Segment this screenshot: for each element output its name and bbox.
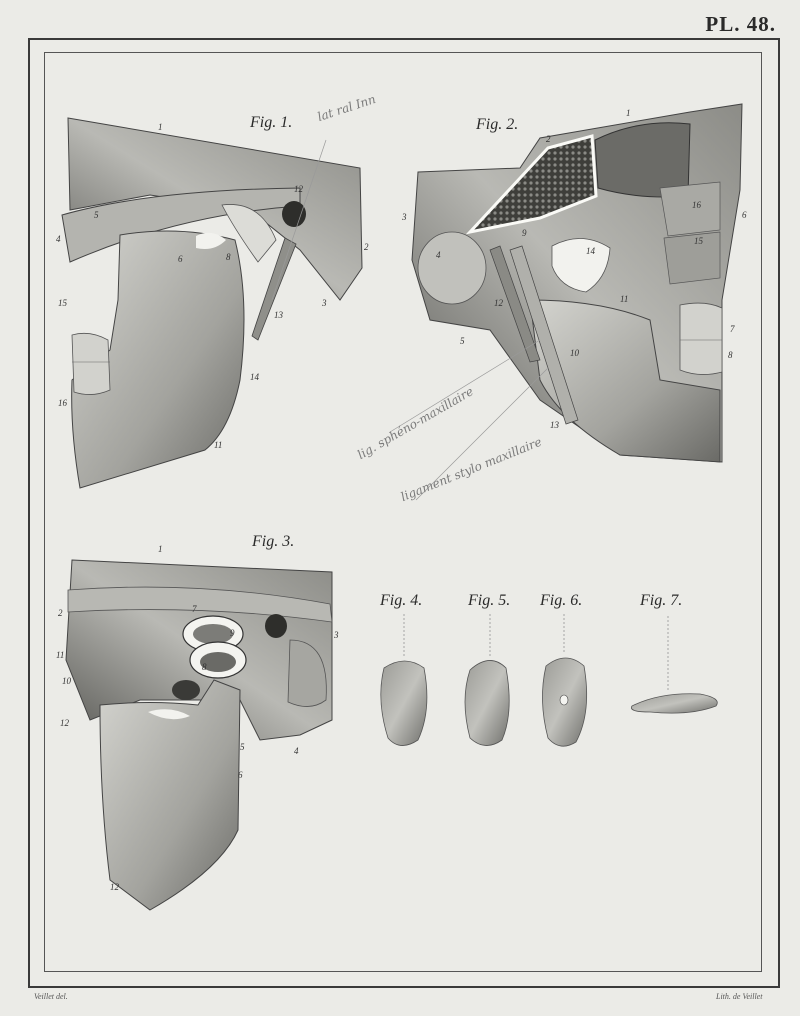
fig3-ref-number: 9 <box>230 628 235 638</box>
fig3-label: Fig. 3. <box>252 533 295 550</box>
fig1-ref-number: 2 <box>364 242 369 252</box>
fig1-ref-number: 12 <box>294 184 303 194</box>
fig5-illustration <box>465 614 509 746</box>
handwritten-note: lig. sphéno-maxillaire <box>355 384 476 462</box>
fig1-ref-number: 1 <box>158 122 163 132</box>
fig6-label: Fig. 6. <box>540 592 583 609</box>
fig5-label: Fig. 5. <box>468 592 511 609</box>
fig3-ref-number: 12 <box>60 718 69 728</box>
fig3-ref-number: 2 <box>58 608 63 618</box>
fig2-ref-number: 10 <box>570 348 579 358</box>
fig2-ref-number: 5 <box>460 336 465 346</box>
fig2-ref-number: 15 <box>694 236 703 246</box>
fig3-ref-number: 7 <box>192 604 197 614</box>
fig2-ref-number: 12 <box>494 298 503 308</box>
fig7-label: Fig. 7. <box>640 592 683 609</box>
fig3-ref-number: 10 <box>62 676 71 686</box>
fig3-ref-number: 11 <box>56 650 65 660</box>
fig2-ref-number: 13 <box>550 420 559 430</box>
fig1-ref-number: 11 <box>214 440 223 450</box>
fig3-illustration <box>66 560 332 910</box>
fig3-ref-number: 6 <box>238 770 243 780</box>
fig1-label: Fig. 1. <box>250 114 293 131</box>
fig3-ref-number: 4 <box>294 746 299 756</box>
fig4-illustration <box>381 614 427 746</box>
fig1-ref-number: 16 <box>58 398 67 408</box>
fig2-ref-number: 9 <box>522 228 527 238</box>
fig1-ref-number: 8 <box>226 252 231 262</box>
fig2-ref-number: 3 <box>402 212 407 222</box>
handwritten-note: ligament stylo maxillaire <box>398 434 544 504</box>
credit-right: Lith. de Veillet <box>716 992 763 1001</box>
fig2-ref-number: 14 <box>586 246 595 256</box>
fig2-ref-number: 2 <box>546 134 551 144</box>
fig3-ref-number: 8 <box>202 662 207 672</box>
fig1-ref-number: 13 <box>274 310 283 320</box>
fig2-ref-number: 1 <box>626 108 631 118</box>
fig1-ref-number: 14 <box>250 372 259 382</box>
fig7-illustration <box>631 616 717 713</box>
fig2-illustration <box>412 104 742 462</box>
plate-number: PL. 48. <box>705 12 776 36</box>
fig3-ref-number: 1 <box>158 544 163 554</box>
fig1-ref-number: 15 <box>58 298 67 308</box>
fig3-ref-number: 12 <box>110 882 119 892</box>
fig1-ref-number: 4 <box>56 234 61 244</box>
fig4-label: Fig. 4. <box>380 592 423 609</box>
handwritten-note: lat ral Inn <box>315 92 378 124</box>
fig1-ref-number: 5 <box>94 210 99 220</box>
fig3-ref-number: 3 <box>334 630 339 640</box>
fig2-label: Fig. 2. <box>476 116 519 133</box>
fig3-ref-number: 5 <box>240 742 245 752</box>
fig2-ref-number: 4 <box>436 250 441 260</box>
credit-left: Veillet del. <box>34 992 68 1001</box>
fig1-ref-number: 3 <box>322 298 327 308</box>
fig1-illustration <box>62 118 362 488</box>
fig6-illustration <box>542 614 586 746</box>
fig2-ref-number: 8 <box>728 350 733 360</box>
fig2-ref-number: 11 <box>620 294 629 304</box>
fig1-ref-number: 6 <box>178 254 183 264</box>
fig2-ref-number: 6 <box>742 210 747 220</box>
fig2-ref-number: 7 <box>730 324 735 334</box>
fig2-ref-number: 16 <box>692 200 701 210</box>
